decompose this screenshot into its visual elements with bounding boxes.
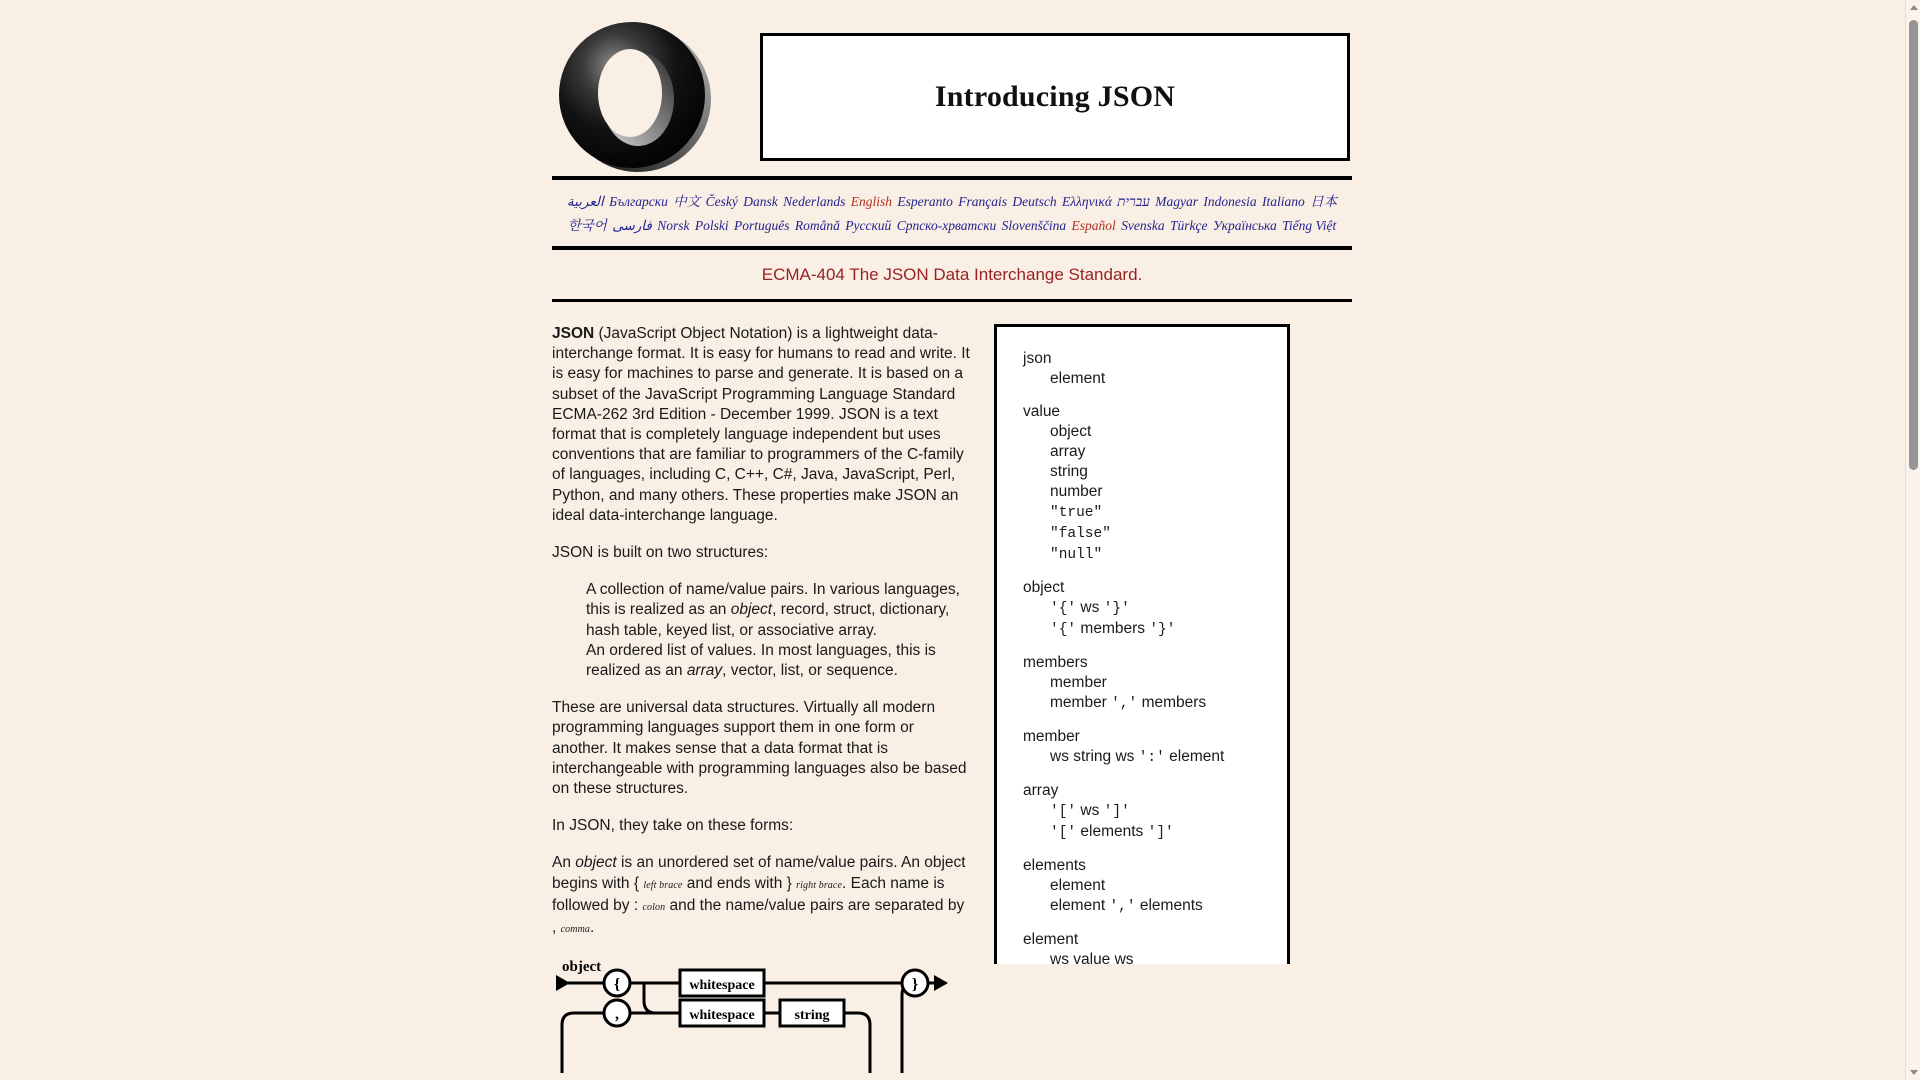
structure-array-text-b: , vector, list, or sequence.	[722, 662, 898, 680]
standard-notice	[552, 250, 1352, 299]
grammar-literal: "false"	[1050, 526, 1111, 542]
language-link-1-14[interactable]: Italiano	[1261, 194, 1305, 209]
structure-object-text-b: , record, struct, dictionary, hash table, keyed list, or associative array.	[586, 601, 950, 639]
language-link-2-1[interactable]: فارسی	[612, 218, 652, 233]
structure-item-array	[586, 641, 970, 681]
grammar-production: string	[1050, 463, 1088, 480]
obj-def-b: is an unordered set of name/value pairs. An object begins with	[552, 854, 966, 892]
railroad-node-brace-close: }	[911, 976, 919, 994]
grammar-group-array	[997, 781, 1287, 843]
obj-def-e: and the name/value pairs are separated by	[665, 896, 965, 914]
language-link-2-11[interactable]: Türkçe	[1170, 218, 1208, 233]
grammar-group-value	[997, 402, 1287, 565]
paragraph-two-structures: JSON is built on two structures:	[552, 544, 769, 562]
grammar-rule-name: elements	[1023, 857, 1086, 874]
page-header	[552, 0, 1352, 176]
grammar-production: number	[1050, 483, 1103, 500]
grammar-production: ws value ws	[1050, 951, 1134, 964]
language-link-2-2[interactable]: Norsk	[657, 218, 690, 233]
structure-list	[586, 580, 970, 681]
language-link-2-8[interactable]: Slovenščina	[1001, 218, 1067, 233]
article-column	[552, 324, 970, 1077]
colon-glyph: :	[633, 896, 639, 914]
grammar-production: element ',' elements	[1050, 897, 1203, 915]
railroad-node-comma: ,	[615, 1006, 619, 1024]
language-link-1-11[interactable]: עברית	[1117, 194, 1150, 209]
scroll-up-arrow-icon[interactable]	[1906, 0, 1920, 15]
grammar-rule-name: members	[1023, 654, 1088, 671]
grammar-production: '{' members '}'	[1050, 620, 1176, 638]
json-term: JSON	[552, 325, 595, 342]
comma-annotation: comma	[560, 924, 591, 936]
right-brace-annotation: right brace	[796, 879, 842, 891]
grammar-group-members	[997, 653, 1287, 714]
language-link-1-1[interactable]: Български	[609, 194, 668, 209]
grammar-production: '[' ws ']'	[1050, 802, 1130, 820]
grammar-production: element	[1050, 370, 1106, 387]
language-link-2-3[interactable]: Polski	[694, 218, 729, 233]
obj-def-em: object	[575, 854, 617, 872]
railroad-box-whitespace-2: whitespace	[689, 1008, 755, 1024]
paragraph-intro	[552, 324, 970, 526]
language-row-2	[552, 214, 1352, 238]
language-link-2-12[interactable]: Українська	[1212, 218, 1277, 233]
json-logo-icon	[554, 17, 714, 177]
language-link-2-10[interactable]: Svenska	[1121, 218, 1165, 233]
left-brace-glyph: {	[633, 874, 640, 892]
language-link-1-13[interactable]: Indonesia	[1203, 194, 1257, 209]
grammar-production: object	[1050, 423, 1092, 440]
paragraph-forms: In JSON, they take on these forms:	[552, 817, 794, 835]
language-link-1-4[interactable]: Dansk	[743, 194, 778, 209]
vertical-scrollbar[interactable]	[1905, 0, 1920, 1080]
railroad-diagram-object	[552, 957, 952, 1077]
structure-object-em: object	[730, 601, 773, 619]
language-row-1	[552, 190, 1352, 214]
grammar-literal: "true"	[1050, 505, 1103, 521]
grammar-production: '[' elements ']'	[1050, 823, 1174, 841]
language-link-1-10[interactable]: Ελληνικά	[1061, 194, 1112, 209]
grammar-panel	[994, 324, 1290, 964]
page-title: Introducing JSON	[934, 80, 1176, 113]
grammar-production: member ',' members	[1050, 694, 1207, 712]
language-link-2-0[interactable]: 한국어	[567, 218, 607, 233]
language-link-1-15[interactable]: 日本	[1310, 194, 1338, 209]
paragraph-intro-text: (JavaScript Object Notation) is a lightweight data-interchange format. It is easy for humans to read and write. It is easy for machines to parse and generate. It is based on a subset of the JavaScript Programming Language Standard ECMA-262 3rd Edition - December 1999. JSON is a text format that is completely language independent but uses conventions that are familiar to programmers of the C-family of languages, including C, C++, C#, Java, JavaScript, Perl, Python, and many others. These properties make JSON an ideal data-interchange language.	[552, 325, 970, 524]
comma-glyph: ,	[552, 919, 557, 937]
structure-array-em: array	[686, 662, 723, 680]
language-link-2-13[interactable]: Tiếng Việt	[1282, 218, 1337, 233]
title-banner	[760, 33, 1350, 161]
obj-def-a: An	[552, 854, 576, 872]
language-link-2-4[interactable]: Português	[734, 218, 790, 233]
language-link-1-3[interactable]: Český	[705, 194, 738, 209]
language-link-1-0[interactable]: العربية	[566, 194, 604, 209]
structure-array-text-a: An ordered list of values. In most languages, this is realized as an	[586, 641, 936, 680]
obj-def-d: . Each name is followed by	[552, 874, 945, 914]
grammar-production: array	[1050, 443, 1086, 460]
grammar-production: element	[1050, 877, 1106, 894]
language-link-2-9[interactable]: Español	[1071, 218, 1116, 233]
obj-def-f: .	[590, 919, 595, 937]
obj-def-c: and ends with	[682, 874, 787, 892]
language-link-1-6[interactable]: English	[850, 194, 892, 209]
grammar-rule-name: member	[1023, 728, 1080, 745]
grammar-group-object	[997, 578, 1287, 640]
grammar-rule-name: element	[1023, 931, 1079, 948]
railroad-title: object	[562, 959, 602, 976]
grammar-production: ws string ws ':' element	[1050, 748, 1225, 766]
language-link-1-5[interactable]: Nederlands	[783, 194, 846, 209]
grammar-production: member	[1050, 674, 1107, 691]
railroad-node-brace-open: {	[613, 976, 621, 994]
grammar-group-member	[997, 727, 1287, 768]
grammar-literal: "null"	[1050, 547, 1103, 563]
paragraph-universal: These are universal data structures. Virtually all modern programming languages support them in one form or another. It makes sense that a data format that is interchangeable with programming languages also be based on these structures.	[552, 699, 967, 798]
grammar-production: '{' ws '}'	[1050, 599, 1130, 617]
ecma-404-link[interactable]: ECMA-404 The JSON Data Interchange Standard.	[761, 265, 1143, 284]
grammar-group-elements	[997, 856, 1287, 917]
scroll-down-arrow-icon[interactable]	[1906, 1065, 1920, 1080]
content-column	[552, 0, 1352, 1077]
language-link-1-12[interactable]: Magyar	[1155, 194, 1198, 209]
grammar-group-json	[997, 349, 1287, 389]
language-link-1-9[interactable]: Deutsch	[1012, 194, 1057, 209]
grammar-rule-name: json	[1023, 350, 1052, 367]
grammar-rule-name: object	[1023, 579, 1065, 596]
railroad-box-string: string	[794, 1008, 830, 1024]
language-bar	[552, 180, 1352, 246]
structure-object-text-a: A collection of name/value pairs. In various languages, this is realized as an	[586, 581, 960, 619]
language-link-1-7[interactable]: Esperanto	[897, 194, 953, 209]
language-link-1-8[interactable]: Français	[958, 194, 1007, 209]
structure-item-object	[586, 580, 970, 641]
left-brace-annotation: left brace	[643, 879, 683, 891]
grammar-group-element	[997, 930, 1287, 964]
grammar-rule-name: value	[1023, 403, 1061, 420]
language-link-2-7[interactable]: Српско-хрватски	[896, 218, 997, 233]
language-link-1-2[interactable]: 中文	[673, 194, 701, 209]
body-columns	[552, 302, 1352, 1077]
language-link-2-5[interactable]: Română	[794, 218, 840, 233]
language-link-2-6[interactable]: Русский	[845, 218, 892, 233]
colon-annotation: colon	[642, 901, 666, 913]
grammar-rule-name: array	[1023, 782, 1059, 799]
railroad-box-whitespace-1: whitespace	[689, 978, 755, 994]
right-brace-glyph: }	[786, 874, 792, 892]
paragraph-object-definition	[552, 853, 970, 940]
scrollbar-thumb[interactable]	[1909, 20, 1918, 470]
